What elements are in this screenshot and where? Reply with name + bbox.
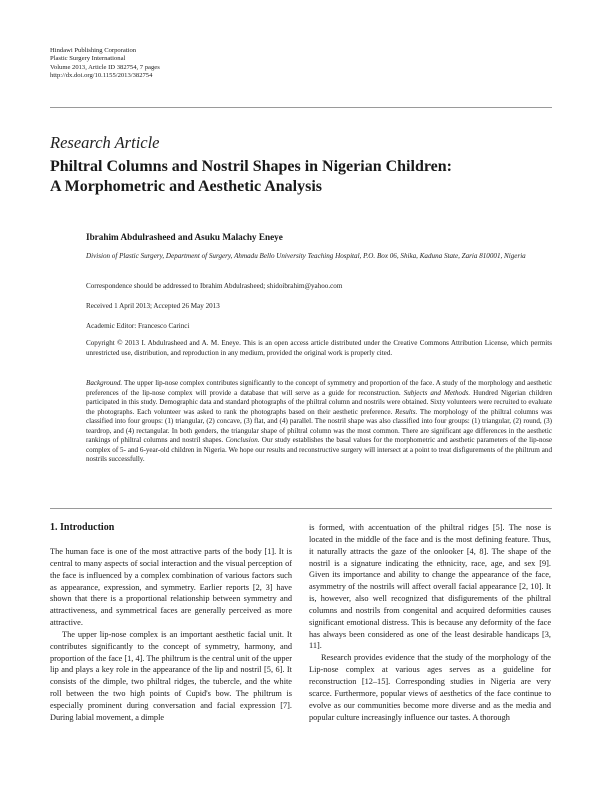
paragraph: is formed, with accentuation of the philtral ridges [5]. The nose is located in the middle of the face and is the most defining feature. Thus, it naturally attracts the gaze of the onlooker [4, 8]. The shape of the nostril is a signature indicating the ethnicity, race, age, and sex [9]. Given its importance and ability to change the appearance of the face, asymmetry of the nostrils will affect overall facial appearance [2, 10]. It is, however, also well recognized that disfigurements of the philtral columns and nostrils from congenital and acquired deformities causes significant emotional distress. This is because any deformity of the face has always been considered as one of the least desirable handicaps [3, 11]. [309,523,551,651]
paragraph: The human face is one of the most attractive parts of the body [1]. It is central to many aspects of social interaction and the visual perception of the face is influenced by a complex combination of various factors such as appearance, expression, and symmetry. Earlier reports [2, 3] have shown that there is a proportional relationship between symmetry and attractiveness, and symmetrical faces are generally perceived as more attractive. [50,547,292,628]
paragraph: The upper lip-nose complex is an important aesthetic facial unit. It contributes significantly to the concept of symmetry, harmony, and proportion of the face [1, 4]. The philtrum is the central unit of the upper lip and plays a key role in the appearance of the lip and nostril [5, 6]. It consists of the dimple, two philtral ridges, the tubercle, and the white roll between the two high points of Cupid's bow. The philtrum is especially prominent during conversation and facial expression [7]. During labial movement, a dimple [50,629,292,722]
doi-link[interactable]: http://dx.doi.org/10.1155/2013/382754 [50,71,153,79]
right-column [309,522,551,723]
abstract-methods: Hundred Nigerian children participated in this study. Demographic data and standard photographs of the philtral column and nostrils were obtained. Sixty volunteers were recruited to evaluate the photographs. Each volunteer was asked to rank the photographs based on their aesthetic preference. [86,388,553,416]
abstract-background-label: Background. [86,379,123,387]
header-divider [50,107,552,108]
publisher-name: Hindawi Publishing Corporation [50,47,137,54]
author-list: Ibrahim Abdulrasheed and Asuku Malachy Eneye [86,232,283,242]
academic-editor: Academic Editor: Francesco Carinci [86,322,190,330]
paragraph: Research provides evidence that the study of the morphology of the Lip-nose complex at various ages serves as a guideline for reconstruction [12–15]. Corresponding studies in Nigeria are very scarce. Furthermore, popular views of aesthetics of the face continue to evolve as our communities become more diverse and as the media and popular culture increasingly influence our tastes. A thorough [309,653,551,722]
abstract-background: The upper lip-nose complex contributes significantly to the concept of symmetry and proportion of the face. A study of the morphology and aesthetic preferences of the lip-nose complex will provide a database that will serve as a guide for reconstruction. [86,379,552,397]
received-accepted-dates: Received 1 April 2013; Accepted 26 May 2013 [86,302,220,310]
abstract-results-label: Results. [395,407,418,416]
title-line-2: A Morphometric and Aesthetic Analysis [50,178,322,195]
abstract-conclusion: Our study establishes the basal values for the morphometric and aesthetic parameters of the lip-nose complex of 5- and 6-year-old children in Nigeria. We hope our results and reconstructive surgery will intersect at a point to treat disfigurements of the philtrum and nostrils successfully. [86,436,552,464]
title-line-1: Philtral Columns and Nostril Shapes in Nigerian Children: [50,158,452,175]
abstract-results: The morphology of the philtral columns was classified into four groups: (1) triangular, (2) concave, (3) flat, and (4) parallel. The nostril shape was also classified into four groups: (1) triangular, (2) round, (3) teardrop, and (4) rectangular. In both genders, the triangular shape of philtral column was the most common. There are significant age differences in the aesthetic rankings of philtral columns and nostril shapes. [86,407,552,445]
correspondence: Correspondence should be addressed to Ibrahim Abdulrasheed; shidoibrahim@yahoo.com [86,282,343,290]
abstract-conclusion-label: Conclusion. [225,436,260,445]
left-column [50,546,292,724]
abstract-methods-label: Subjects and Methods. [403,388,471,397]
article-title [50,157,560,197]
journal-name: Plastic Surgery International [50,55,126,63]
volume-info: Volume 2013, Article ID 382754, 7 pages [50,63,160,71]
journal-header [50,47,160,80]
article-type: Research Article [50,133,160,152]
abstract-divider [50,508,552,509]
affiliation: Division of Plastic Surgery, Department of Surgery, Ahmadu Bello University Teaching Hospital, P.O. Box 06, Shika, Kaduna State, Zaria 810001, Nigeria [86,252,526,260]
copyright-notice: Copyright © 2013 I. Abdulrasheed and A. M. Eneye. This is an open access article distributed under the Creative Commons Attribution License, which permits unrestricted use, distribution, and reproduction in any medium, provided the original work is properly cited. [86,339,552,357]
section-heading-introduction: 1. Introduction [50,522,115,533]
abstract [86,379,552,465]
